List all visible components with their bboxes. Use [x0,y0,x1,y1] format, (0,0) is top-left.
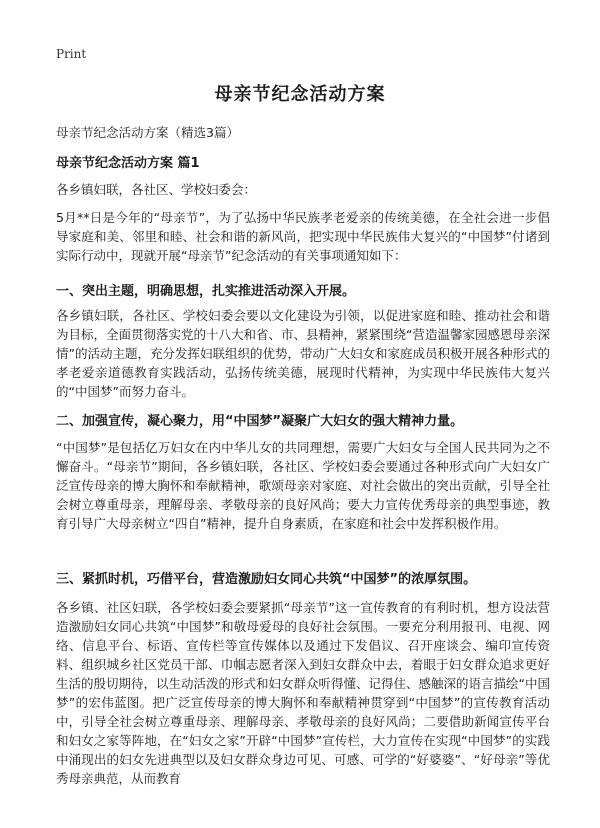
section-body-2: “中国梦”是包括亿万妇女在内中华儿女的共同理想，需要广大妇女与全国人民共同为之不懈奋斗。“母亲节”期间，各乡镇妇联，各社区、学校妇委会要通过各种形式向广大妇女广泛宣传母亲的博大胸怀和奉献精神，歌颂母亲对家庭、对社会做出的突出贡献，引导全社会树立尊重母亲，理解母亲、孝敬母亲的良好风尚；要大力宣传优秀母亲的典型事迹，教育引导广大母亲树立“四自”精神，提升自身素质，在家庭和社会中发挥积极作用。 [56,440,550,531]
section-body-3: 各乡镇、社区妇联，各学校妇委会要紧抓“母亲节”这一宣传教育的有利时机，想方设法营造激励妇女同心共筑“中国梦”和敬母爱母的良好社会氛围。一要充分利用报刊、电视、网络、信息平台、标语、宣传栏等宣传媒体以及通过下发倡议、召开座谈会、编印宣传资料、组织城乡社区党员干部、巾帼志愿者深入到妇女群众中去，着眼于妇女群众追求更好生活的殷切期待，以生动活泼的形式和妇女群众听得懂、记得住、感触深的语言描绘“中国梦”的宏伟蓝图。把广泛宣传母亲的博大胸怀和奉献精神贯穿到“中国梦”的宣传教育活动中，引导全社会树立尊重母亲、理解母亲、孝敬母亲的良好风尚；二要借助新闻宣传平台和妇女之家等阵地，在“妇女之家”开辟“中国梦”宣传栏，大力宣传在实现“中国梦”的实践中涌现出的妇女先进典型以及妇女群众身边可见、可感、可学的“好婆婆”、“好母亲”等优秀母亲典范，从而教育 [56,600,550,786]
section-heading-2: 二、加强宣传，凝心聚力，用“中国梦”凝聚广大妇女的强大精神力量。 [56,414,464,429]
intro-paragraph: 5月**日是今年的“母亲节”，为了弘扬中华民族孝老爱亲的传统美德，在全社会进一步倡导家庭和美、邻里和睦、社会和谐的新风尚，把实现中华民族伟大复兴的“中国梦”付诸到实际行动中，现就开展“母亲节”纪念活动的有关事项通知如下： [56,210,550,263]
salutation: 各乡镇妇联，各社区、学校妇委会： [56,182,257,197]
article-heading: 母亲节纪念活动方案 篇1 [56,156,200,171]
section-body-1: 各乡镇妇联，各社区、学校妇委会要以文化建设为引领，以促进家庭和睦、推动社会和谐为目标，全面贯彻落实党的十八大和省、市、县精神，紧紧围绕“营造温馨家园感恩母亲深情”的活动主题，充分发挥妇联组织的优势，带动广大妇女和家庭成员积极开展各种形式的孝老爱亲道德教育实践活动，弘扬传统美德，展现时代精神，为实现中华民族伟大复兴的“中国梦”而努力奋斗。 [56,308,550,399]
section-heading-1: 一、突出主题，明确思想，扎实推进活动深入开展。 [56,284,356,299]
section-heading-3: 三、紧抓时机，巧借平台，营造激励妇女同心共筑“中国梦”的浓厚氛围。 [56,572,477,587]
document-title: 母亲节纪念活动方案 [214,84,386,105]
print-label: Print [56,47,87,61]
document-subtitle: 母亲节纪念活动方案（精选3篇） [56,125,239,140]
